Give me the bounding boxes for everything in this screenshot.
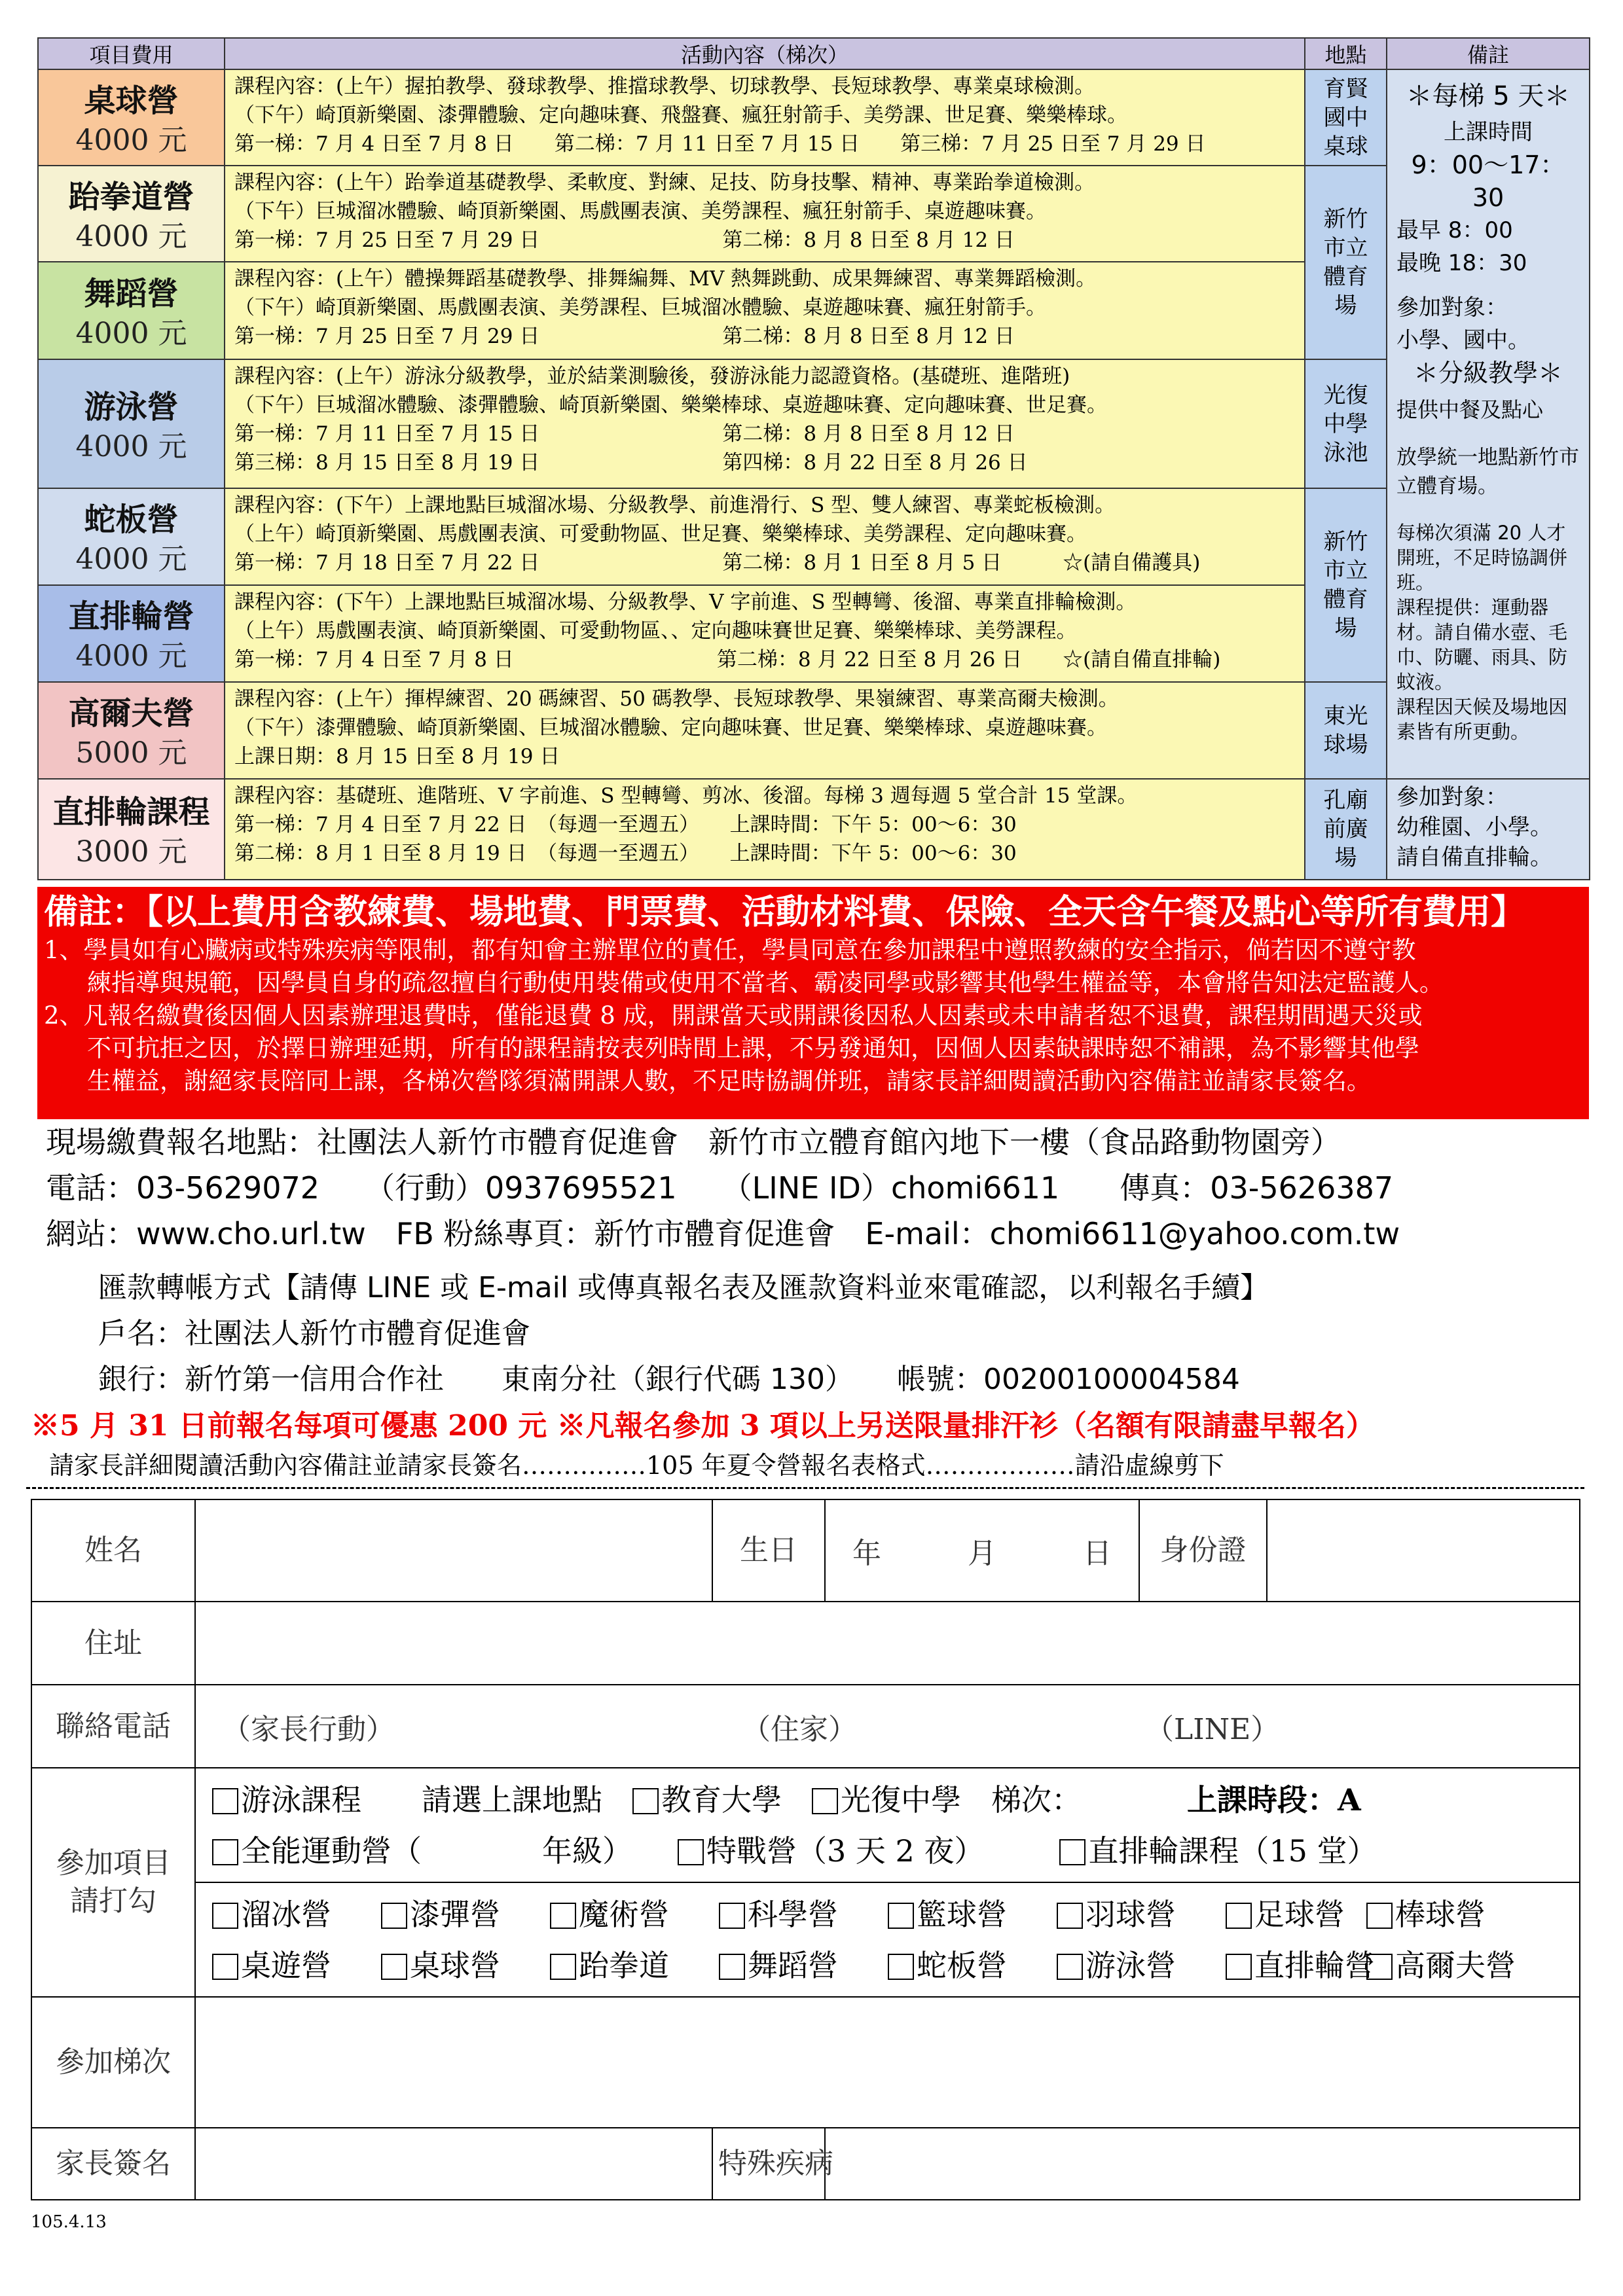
checkbox[interactable] [1226, 1903, 1252, 1929]
swim-row [212, 1774, 1579, 1825]
camp-location [1305, 359, 1387, 488]
checkbox[interactable] [888, 1903, 914, 1929]
checkbox[interactable] [812, 1788, 838, 1814]
content-line: 第一梯：7 月 4 日至 7 月 8 日 第二梯：7 月 11 日至 7 月 15 日 第三梯：7 月 25 日至 7 月 29 日 [234, 132, 1206, 156]
camp-row [38, 779, 1590, 880]
camp-option[interactable] [550, 1889, 719, 1940]
camp-location [1305, 682, 1387, 779]
camp-content [225, 682, 1305, 779]
camp-name-cell [38, 585, 225, 682]
note-line: 課程因天候及場地因素皆有所更動。 [1396, 696, 1568, 743]
camp-name-cell [38, 166, 225, 262]
content-line: （下午）巨城溜冰體驗、崎頂新樂園、馬戲團表演、美勞課程、瘋狂射箭手、桌遊趣味賽。 [234, 200, 1046, 223]
content-line: （上午）崎頂新樂園、馬戲團表演、可愛動物區、世足賽、樂樂棒球、美勞課程、定向趣味賽。 [234, 522, 1087, 546]
checkbox[interactable] [678, 1839, 704, 1865]
schedule-table [37, 37, 1590, 880]
checkbox[interactable] [1366, 1954, 1393, 1980]
allround-row [212, 1825, 1579, 1876]
camp-content [225, 262, 1305, 359]
form-date: 105.4.13 [31, 2212, 107, 2232]
camp-option[interactable] [550, 1940, 719, 1991]
header-notes: 備註 [1387, 38, 1590, 69]
note-line: ＊每梯 5 天＊ [1406, 81, 1571, 111]
items-label [31, 1768, 195, 1997]
loc-line: 球場 [1323, 732, 1368, 758]
loc-line: 新竹 [1323, 206, 1368, 232]
content-line: 第一梯：7 月 11 日至 7 月 15 日 第二梯：8 月 8 日至 8 月 12 日 [234, 422, 1015, 446]
month-label: 月 [968, 1537, 996, 1570]
remark-line: 生權益，謝絕家長陪同上課，各梯次營隊須滿開課人數，不足時協調併班，請家長詳細閱讀活動內容備註並請家長簽名。 [87, 1067, 1371, 1095]
loc-line: 孔廟 [1323, 787, 1368, 814]
content-line: 第一梯：7 月 25 日至 7 月 29 日 第二梯：8 月 8 日至 8 月 12 日 [234, 228, 1015, 252]
note-line: 小學、國中。 [1396, 327, 1530, 353]
content-line: 第二梯：8 月 1 日至 8 月 19 日 （每週一至週五） 上課時間：下午 5：00～6：30 [234, 842, 1017, 865]
year-label: 年 [852, 1537, 881, 1570]
camp-row [38, 69, 1590, 166]
camp-option[interactable] [212, 1889, 381, 1940]
camp-option[interactable] [1366, 1940, 1535, 1991]
remark-line: 練指導與規範，因學員自身的疏忽擅自行動使用裝備或使用不當者、霸凌同學或影響其他學生權益等，本會將告知法定監護人。 [87, 969, 1444, 997]
items-label-line: 請打勾 [70, 1884, 156, 1918]
content-line: （下午）崎頂新樂園、漆彈體驗、定向趣味賽、飛盤賽、瘋狂射箭手、美勞課、世足賽、樂樂棒球。 [234, 103, 1127, 127]
camp-option[interactable] [1366, 1889, 1535, 1940]
camp-price: 5000 元 [75, 736, 187, 770]
checkbox[interactable] [1366, 1903, 1393, 1929]
camp-location [1305, 779, 1387, 880]
content-line: 第一梯：7 月 18 日至 7 月 22 日 第二梯：8 月 1 日至 8 月 5 日 ☆(請自備護具) [234, 551, 1201, 575]
camp-name: 舞蹈營 [84, 275, 179, 312]
camp-name: 蛇板營 [84, 501, 179, 538]
camp-checkbox-row [212, 1940, 1579, 1991]
option-label: 溜冰營 [241, 1896, 331, 1932]
camp-content [225, 166, 1305, 262]
camp-option[interactable] [888, 1940, 1057, 1991]
option-label: 特戰營（3 天 2 夜） [706, 1833, 970, 1869]
note-line: 最早 8：00 [1396, 217, 1513, 243]
content-line: （下午）崎頂新樂園、馬戲團表演、美勞課程、巨城溜冰體驗、桌遊趣味賽、瘋狂射箭手。 [234, 296, 1046, 319]
remarks-box [37, 887, 1589, 1119]
loc-line: 場 [1334, 615, 1357, 641]
bank-info: 銀行：新竹第一信用合作社 東南分社（銀行代碼 130） 帳號：00200100004584 [98, 1363, 1240, 1396]
content-line: 課程內容：(上午）揮桿練習、20 碼練習、50 碼教學、長短球教學、果嶺練習、專業高爾夫檢測。 [234, 687, 1119, 711]
address-label: 住址 [31, 1602, 195, 1685]
checkbox[interactable] [212, 1903, 238, 1929]
content-line: 課程內容：(下午）上課地點巨城溜冰場、分級教學、V 字前進、S 型轉彎、後溜、專業直排輪檢測。 [234, 590, 1137, 614]
camp-row [38, 488, 1590, 585]
camp-option[interactable] [1057, 1940, 1226, 1991]
note-line: 上課時間 [1444, 119, 1533, 145]
items-camps [195, 1882, 1580, 1997]
notes-cell [1387, 69, 1590, 779]
registration-form [31, 1499, 1580, 2200]
checkbox[interactable] [888, 1954, 914, 1980]
camp-content [225, 488, 1305, 585]
loc-line: 育賢 [1323, 75, 1368, 102]
name-label: 姓名 [31, 1499, 195, 1602]
option-label: 直排輪營 [1254, 1947, 1375, 1983]
camp-option[interactable] [381, 1889, 550, 1940]
checkbox[interactable] [1226, 1954, 1252, 1980]
camp-name-cell [38, 69, 225, 166]
camp-price: 4000 元 [75, 543, 187, 576]
loc-line: 國中 [1323, 104, 1368, 131]
disease-label: 特殊疾病 [712, 2128, 825, 2200]
option-label: 魔術營 [579, 1896, 669, 1932]
camp-option[interactable] [212, 1940, 381, 1991]
content-line: （上午）馬戲團表演、崎頂新樂園、可愛動物區、、定向趣味賽世足賽、樂樂棒球、美勞課程。 [234, 619, 1077, 643]
camp-price: 4000 元 [75, 316, 187, 350]
note-line: 放學統一地點新竹市立體育場。 [1396, 446, 1579, 498]
option-label: 直排輪課程（15 堂） [1088, 1833, 1377, 1869]
day-label: 日 [1083, 1537, 1112, 1570]
id-label: 身份證 [1139, 1499, 1267, 1602]
option-label: 教育大學 [661, 1782, 782, 1818]
camp-option[interactable] [1057, 1889, 1226, 1940]
content-line: 第三梯：8 月 15 日至 8 月 19 日 第四梯：8 月 22 日至 8 月 26 日 [234, 451, 1028, 475]
sign-label: 家長簽名 [31, 2128, 195, 2200]
batch-label: 參加梯次 [31, 1997, 195, 2128]
checkbox[interactable] [1057, 1903, 1083, 1929]
cut-line: 請家長詳細閱讀活動內容備註並請家長簽名……………105 年夏令營報名表格式………………請沿虛線剪下 [49, 1451, 1224, 1480]
address-field[interactable] [195, 1602, 1580, 1685]
camp-name: 跆拳道營 [68, 178, 194, 215]
camp-price: 4000 元 [75, 219, 187, 253]
items-label-line: 參加項目 [56, 1846, 171, 1880]
phone-field[interactable] [195, 1685, 1580, 1768]
camp-option[interactable] [719, 1889, 888, 1940]
checkbox[interactable] [719, 1903, 745, 1929]
camp-option[interactable] [1226, 1889, 1366, 1940]
option-label: 籃球營 [917, 1896, 1007, 1932]
checkbox[interactable] [212, 1788, 238, 1814]
option-label: 足球營 [1254, 1896, 1345, 1932]
camp-name-cell [38, 488, 225, 585]
remark-line: 1、學員如有心臟病或特殊疾病等限制，都有知會主辦單位的責任，學員同意在參加課程中遵照教練的安全指示，倘若因不遵守教 [44, 936, 1416, 964]
content-line: （下午）巨城溜冰體驗、漆彈體驗、崎頂新樂園、樂樂棒球、桌遊趣味賽、定向趣味賽、世足賽。 [234, 393, 1107, 417]
checkbox[interactable] [1059, 1839, 1085, 1865]
name-field[interactable] [195, 1499, 712, 1602]
camp-row [38, 359, 1590, 488]
remark-line: 不可抗拒之因，於擇日辦理延期，所有的課程請按表列時間上課，不另發通知，因個人因素缺課時恕不補課，為不影響其他學 [87, 1034, 1419, 1062]
option-label: 光復中學 [841, 1782, 961, 1818]
loc-line: 場 [1334, 293, 1357, 319]
parent-mobile-label: （家長行動） [222, 1712, 395, 1746]
option-label: 游泳課程 [241, 1782, 361, 1818]
option-label: 漆彈營 [410, 1896, 500, 1932]
camp-name-cell [38, 682, 225, 779]
camp-name: 高爾夫營 [68, 695, 194, 732]
content-line: 第一梯：7 月 4 日至 7 月 22 日 （每週一至週五） 上課時間：下午 5：00～6：30 [234, 813, 1017, 836]
camp-row [38, 166, 1590, 262]
loc-line: 市立 [1323, 558, 1368, 584]
camp-name: 直排輪課程 [52, 794, 210, 831]
birthday-label: 生日 [712, 1499, 825, 1602]
option-label: 跆拳道 [579, 1947, 669, 1983]
option-label: 高爾夫營 [1395, 1947, 1516, 1983]
camp-price: 3000 元 [75, 835, 187, 869]
contact-web: 網站：www.cho.url.tw FB 粉絲專頁：新竹市體育促進會 E-mail：chomi6611@yahoo.com.tw [46, 1216, 1400, 1251]
camp-checkbox-row [212, 1889, 1579, 1940]
camp-location [1305, 69, 1387, 166]
camp-content [225, 585, 1305, 682]
option-label: 年級） [542, 1833, 617, 1869]
content-line: 課程內容：(下午）上課地點巨城溜冰場、分級教學、前進滑行、S 型、雙人練習、專業蛇板檢測。 [234, 493, 1116, 517]
schedule-header [38, 38, 1590, 69]
content-line: 課程內容：(上午）握拍教學、發球教學、推擋球教學、切球教學、長短球教學、專業桌球檢測。 [234, 75, 1095, 98]
checkbox[interactable] [719, 1954, 745, 1980]
camp-option[interactable] [888, 1889, 1057, 1940]
phone-label: 聯絡電話 [31, 1685, 195, 1768]
checkbox[interactable] [381, 1954, 407, 1980]
option-label: 舞蹈營 [748, 1947, 838, 1983]
batch-field[interactable] [195, 1997, 1580, 2128]
camp-name-cell [38, 779, 225, 880]
note-line: 參加對象： [1396, 784, 1508, 810]
option-label: 上課時段：A [1187, 1782, 1361, 1818]
birthday-field[interactable] [825, 1499, 1139, 1602]
loc-line: 場 [1334, 845, 1357, 871]
account-name: 戶名：社團法人新竹市體育促進會 [98, 1317, 530, 1350]
loc-line: 體育 [1323, 586, 1368, 613]
contact-phone: 電話：03-5629072 （行動）0937695521 （LINE ID）chomi6611 傳真：03-5626387 [46, 1170, 1394, 1206]
content-line: 第一梯：7 月 4 日至 7 月 8 日 第二梯：8 月 22 日至 8 月 26 日 ☆(請自備直排輪) [234, 648, 1221, 672]
note-line: 提供中餐及點心 [1396, 397, 1544, 422]
header-fee: 項目費用 [38, 38, 225, 69]
checkbox[interactable] [212, 1839, 238, 1865]
note-line: ＊分級教學＊ [1413, 359, 1563, 387]
camp-option[interactable] [719, 1940, 888, 1991]
option-label: 棒球營 [1395, 1896, 1486, 1932]
contact-address: 現場繳費報名地點：社團法人新竹市體育促進會 新竹市立體育館內地下一樓（食品路動物園旁） [46, 1124, 1341, 1160]
line-label: （LINE） [1145, 1712, 1280, 1746]
checkbox[interactable] [550, 1954, 576, 1980]
loc-line: 桌球 [1323, 133, 1368, 160]
note-line: 每梯次須滿 20 人才開班，不足時協調併班。 [1396, 522, 1568, 594]
items-special [195, 1768, 1580, 1882]
home-label: （住家） [742, 1712, 857, 1746]
option-label: 全能運動營（ [241, 1833, 422, 1869]
camp-name: 游泳營 [84, 388, 179, 425]
header-location: 地點 [1305, 38, 1387, 69]
loc-line: 東光 [1323, 703, 1368, 729]
loc-line: 前廣 [1323, 816, 1368, 842]
content-line: 課程內容：(上午）跆拳道基礎教學、柔軟度、對練、足技、防身技擊、精神、專業跆拳道檢測。 [234, 171, 1095, 194]
content-line: 第一梯：7 月 25 日至 7 月 29 日 第二梯：8 月 8 日至 8 月 12 日 [234, 325, 1015, 348]
camp-content [225, 69, 1305, 166]
sign-field[interactable] [195, 2128, 712, 2200]
content-line: （下午）漆彈體驗、崎頂新樂園、巨城溜冰體驗、定向趣味賽、世足賽、樂樂棒球、桌遊趣味賽。 [234, 716, 1107, 740]
note-line: 課程提供：運動器材。請自備水壺、毛巾、防曬、雨具、防蚊液。 [1396, 596, 1568, 693]
option-label: 游泳營 [1085, 1947, 1176, 1983]
option-label: 蛇板營 [917, 1947, 1007, 1983]
checkbox[interactable] [1057, 1954, 1083, 1980]
camp-name-cell [38, 359, 225, 488]
promo-text: ※5 月 31 日前報名每項可優惠 200 元 ※凡報名參加 3 項以上另送限量排汗衫（名額有限請盡早報名） [31, 1409, 1375, 1443]
loc-line: 光復 [1323, 382, 1368, 408]
option-label: 桌球營 [410, 1947, 500, 1983]
content-line: 上課日期：8 月 15 日至 8 月 19 日 [234, 745, 560, 768]
camp-location [1305, 488, 1387, 682]
note-line: 參加對象： [1396, 295, 1508, 321]
loc-line: 新竹 [1323, 529, 1368, 555]
note-line: 最晚 18：30 [1396, 250, 1527, 276]
header-content: 活動內容（梯次） [225, 38, 1305, 69]
checkbox[interactable] [550, 1903, 576, 1929]
camp-content [225, 359, 1305, 488]
loc-line: 泳池 [1323, 439, 1368, 466]
option-label: 梯次： [991, 1782, 1067, 1818]
camp-price: 4000 元 [75, 123, 187, 157]
camp-option[interactable] [381, 1940, 550, 1991]
note-line: 9：00～17：30 [1411, 151, 1565, 212]
checkbox[interactable] [381, 1903, 407, 1929]
camp-price: 4000 元 [75, 429, 187, 463]
content-line: 課程內容：(上午）體操舞蹈基礎教學、排舞編舞、MV 熱舞跳動、成果舞練習、專業舞蹈檢測。 [234, 267, 1097, 291]
camp-price: 4000 元 [75, 639, 187, 673]
note-line: 幼稚園、小學。 [1396, 814, 1552, 840]
camp-location [1305, 166, 1387, 359]
loc-line: 體育 [1323, 264, 1368, 290]
note-line: 請自備直排輪。 [1396, 844, 1552, 870]
notes-cell-inline [1387, 779, 1590, 880]
option-label: 桌遊營 [241, 1947, 331, 1983]
camp-name: 直排輪營 [68, 598, 194, 635]
camp-content [225, 779, 1305, 880]
id-field[interactable] [1267, 1499, 1580, 1602]
transfer-method: 匯款轉帳方式【請傳 LINE 或 E-mail 或傳真報名表及匯款資料並來電確認，以利報名手續】 [98, 1271, 1269, 1304]
checkbox[interactable] [632, 1788, 659, 1814]
option-label: 科學營 [748, 1896, 838, 1932]
content-line: 課程內容：基礎班、進階班、V 字前進、S 型轉彎、剪冰、後溜。每梯 3 週每週 5 堂合計 15 堂課。 [234, 784, 1138, 808]
camp-name: 桌球營 [84, 82, 179, 119]
disease-field[interactable] [825, 2128, 1580, 2200]
remarks-title: 備註：【以上費用含教練費、場地費、門票費、活動材料費、保險、全天含午餐及點心等所有費用】 [44, 893, 1525, 932]
camp-name-cell [38, 262, 225, 359]
option-label: 請選上課地點 [422, 1782, 602, 1818]
dashed-divider [26, 1487, 1584, 1489]
content-line: 課程內容：(上午）游泳分級教學，並於結業測驗後，發游泳能力認證資格。(基礎班、進階班) [234, 365, 1070, 388]
checkbox[interactable] [212, 1954, 238, 1980]
camp-option[interactable] [1226, 1940, 1375, 1991]
loc-line: 中學 [1323, 410, 1368, 437]
remark-line: 2、凡報名繳費後因個人因素辦理退費時，僅能退費 8 成，開課當天或開課後因私人因素或未申請者恕不退費，課程期間遇天災或 [44, 1001, 1423, 1030]
loc-line: 市立 [1323, 235, 1368, 261]
option-label: 羽球營 [1085, 1896, 1176, 1932]
camp-row [38, 682, 1590, 779]
